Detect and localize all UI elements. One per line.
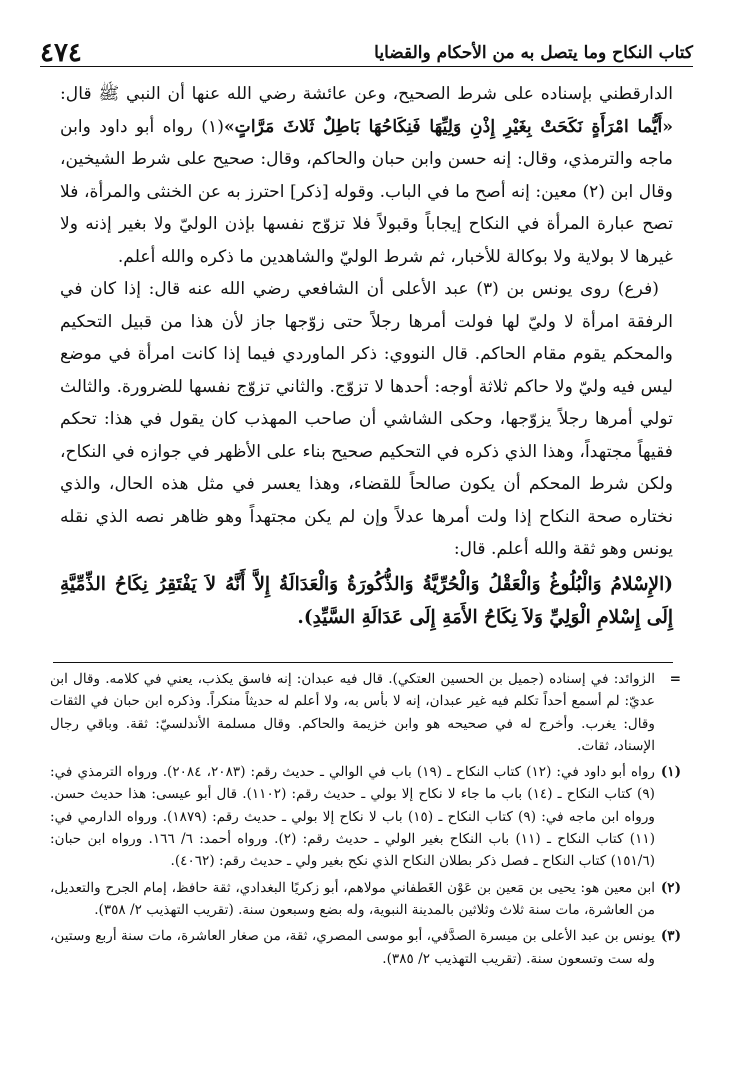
footnote-marker: (٢) [660,879,681,896]
footnotes [50,668,681,970]
running-title: كتاب النكاح وما يتصل به من الأحكام والقضايا [374,43,693,63]
paragraph-2-text-b: عبد الأعلى أن الشافعي رضي الله عنه قال: إذا كان في الرفقة امرأة لا وليّ لها فولت أمرها رجلاً حتى زوّجها جاز لأن هذا من قبيل التحكيم والمحكم يقوم مقام الحاكم. قال النووي: ذكر الماوردي فيما إذا كانت امرأة في موضع ليس فيه وليّ ولا حاكم ثلاثة أوجه: أحدها لا تزوّج. والثاني تزوّج نفسها للضرورة. والثالث تولي أمرها رجلاً يزوّجها، وحكى الشاشي أن صاحب المهذب كان يقول في هذا: تحكم فقيهاً مجتهداً، وهذا الذي ذكره في التحكيم صحيح بناء على الأظهر في جوازه في النكاح، ولكن شرط المحكم أن يكون صالحاً للقضاء، وهذا يعسر في مثل هذه الحال، والذي نختاره صحة النكاح إذا ولت أمرها عدلاً وإن لم يكن مجتهداً وهو ظاهر نصه الذي نقله يونس وهو ثقة والله أعلم. قال: [60,279,673,559]
footnote-text: ابن معين هو: يحيى بن مَعين بن عَوْن الغَطفاني مولاهم، أبو زكريًا البغدادي، ثقة حافظ، إمام الجرح والتعديل، من العاشرة، مات سنة ثلاث وثلاثين بالمدينة النبوية، وله بضع وسبعون سنة. (تقريب التهذيب ٢/ ٣٥٨). [50,879,655,918]
footnote-ref-3: (٣) [476,279,499,299]
hadith-quote: «أَيُّما امْرَأَةٍ نَكَحَتْ بِغَيْرِ إِذْنِ وَلِيِّهَا فَنِكَاحُهَا بَاطِلٌ ثَلاثَ مَرَّاتٍ» [223,116,673,137]
matn-quote: (الإِسْلامُ وَالْبُلُوغُ وَالْعَقْلُ وَالْحُرِّيَّةُ وَالذُّكُورَةُ وَالْعَدَالَةُ إِلاَّ أَنَّهُ لاَ يَفْتَقِرُ نِكَاحُ الذِّمِّيَّةِ إِلَى إِسْلامِ الْوَلِيِّ وَلاَ نِكَاحُ الأَمَةِ إِلَى عَدَالَةِ السَّيِّدِ). [60,573,673,628]
footnote-marker: (١) [660,764,681,781]
footnote-continuation [50,668,681,757]
paragraph-1 [60,78,673,273]
footnote-text: الزوائد: في إسناده (جميل بن الحسين العتكي). قال فيه عبدان: إنه فاسق يكذب، يعني في كلامه. وقال ابن عديّ: لم أسمع أحداً تكلم فيه غير عبدان، إنه لا بأس به، ولا أعلم له حديثاً منكراً. وذكره ابن حبان في الثقات وقال: يغرب. وأخرج له في صحيحه هو وابن خزيمة والحاكم. وقال مسلمة الأندلسيّ: ثقة. وباقي رجال الإسناد، ثقات. [50,671,655,754]
page-header [40,26,693,66]
footnote-1 [50,761,681,872]
footnote-marker: = [669,671,681,687]
footnote-2 [50,877,681,922]
paragraph-1-text-a: الدارقطني بإسناده على شرط الصحيح، وعن عائشة رضي الله عنها أن النبي ﷺ قال: [60,84,673,104]
main-text [60,78,673,634]
paragraph-2 [60,273,673,566]
paragraph-2-text-a: (فرع) روى يونس بن [498,279,659,299]
footnote-3 [50,925,681,970]
footnote-marker: (٣) [660,928,681,945]
header-rule [40,66,693,67]
paragraph-1-text-c: معين: إنه أصح ما في الباب. وقوله [ذكر] احترز به عن الخنثى والمرأة، فلا تصح عبارة المرأة في النكاح إيجاباً وقبولاً فلا تزوّج نفسها بإذن الوليّ ولا بغير إذنه ولا غيرها لا بولاية ولا بوكالة للأخبار، ثم شرط الوليّ والشاهدين ما ذكره والله أعلم. [60,181,673,267]
footnote-text: رواه أبو داود في: (١٢) كتاب النكاح ـ (١٩) باب في الوالي ـ حديث رقم: (٢٠٨٣، ٢٠٨٤). ورواه الترمذي في: (٩) كتاب النكاح ـ (١٤) باب ما جاء لا نكاح إلا بولي ـ حديث رقم: (١١٠٢). قال أبو عيسى: هذا حديث حسن. ورواه ابن ماجه في: (٩) كتاب النكاح ـ (١٥) باب لا نكاح إلا بولي ـ حديث رقم: (١٨٧٩). ورواه الدارمي في: (١١) كتاب النكاح ـ (١١) باب النكاح بغير الولي ـ حديث رقم: (٢). ورواه أحمد: ٦/ ١٦٦. ورواه ابن حبان: (١٥١/٦) كتاب النكاح ـ فصل ذكر بطلان النكاح الذي نكح بغير ولي ـ حديث رقم: (٤٠٦٢). [50,764,655,870]
page-number: ٤٧٤ [40,38,82,68]
footnote-ref-1: (١) [201,116,224,137]
footnote-text: يونس بن عبد الأعلى بن ميسرة الصدَّفي، أبو موسى المصري، ثقة، من صغار العاشرة، مات سنة أربع وستين، وله ست وتسعون سنة. (تقريب التهذيب ٢/ ٣٨٥). [50,928,655,967]
paragraph-1-text-b: رواه أبو داود وابن ماجه والترمذي، وقال: إنه حسن وابن حبان والحاكم، وقال: صحيح على شرط الشيخين، وقال ابن [60,116,673,202]
footnote-ref-2: (٢) [582,181,606,202]
footnote-rule [53,662,673,663]
